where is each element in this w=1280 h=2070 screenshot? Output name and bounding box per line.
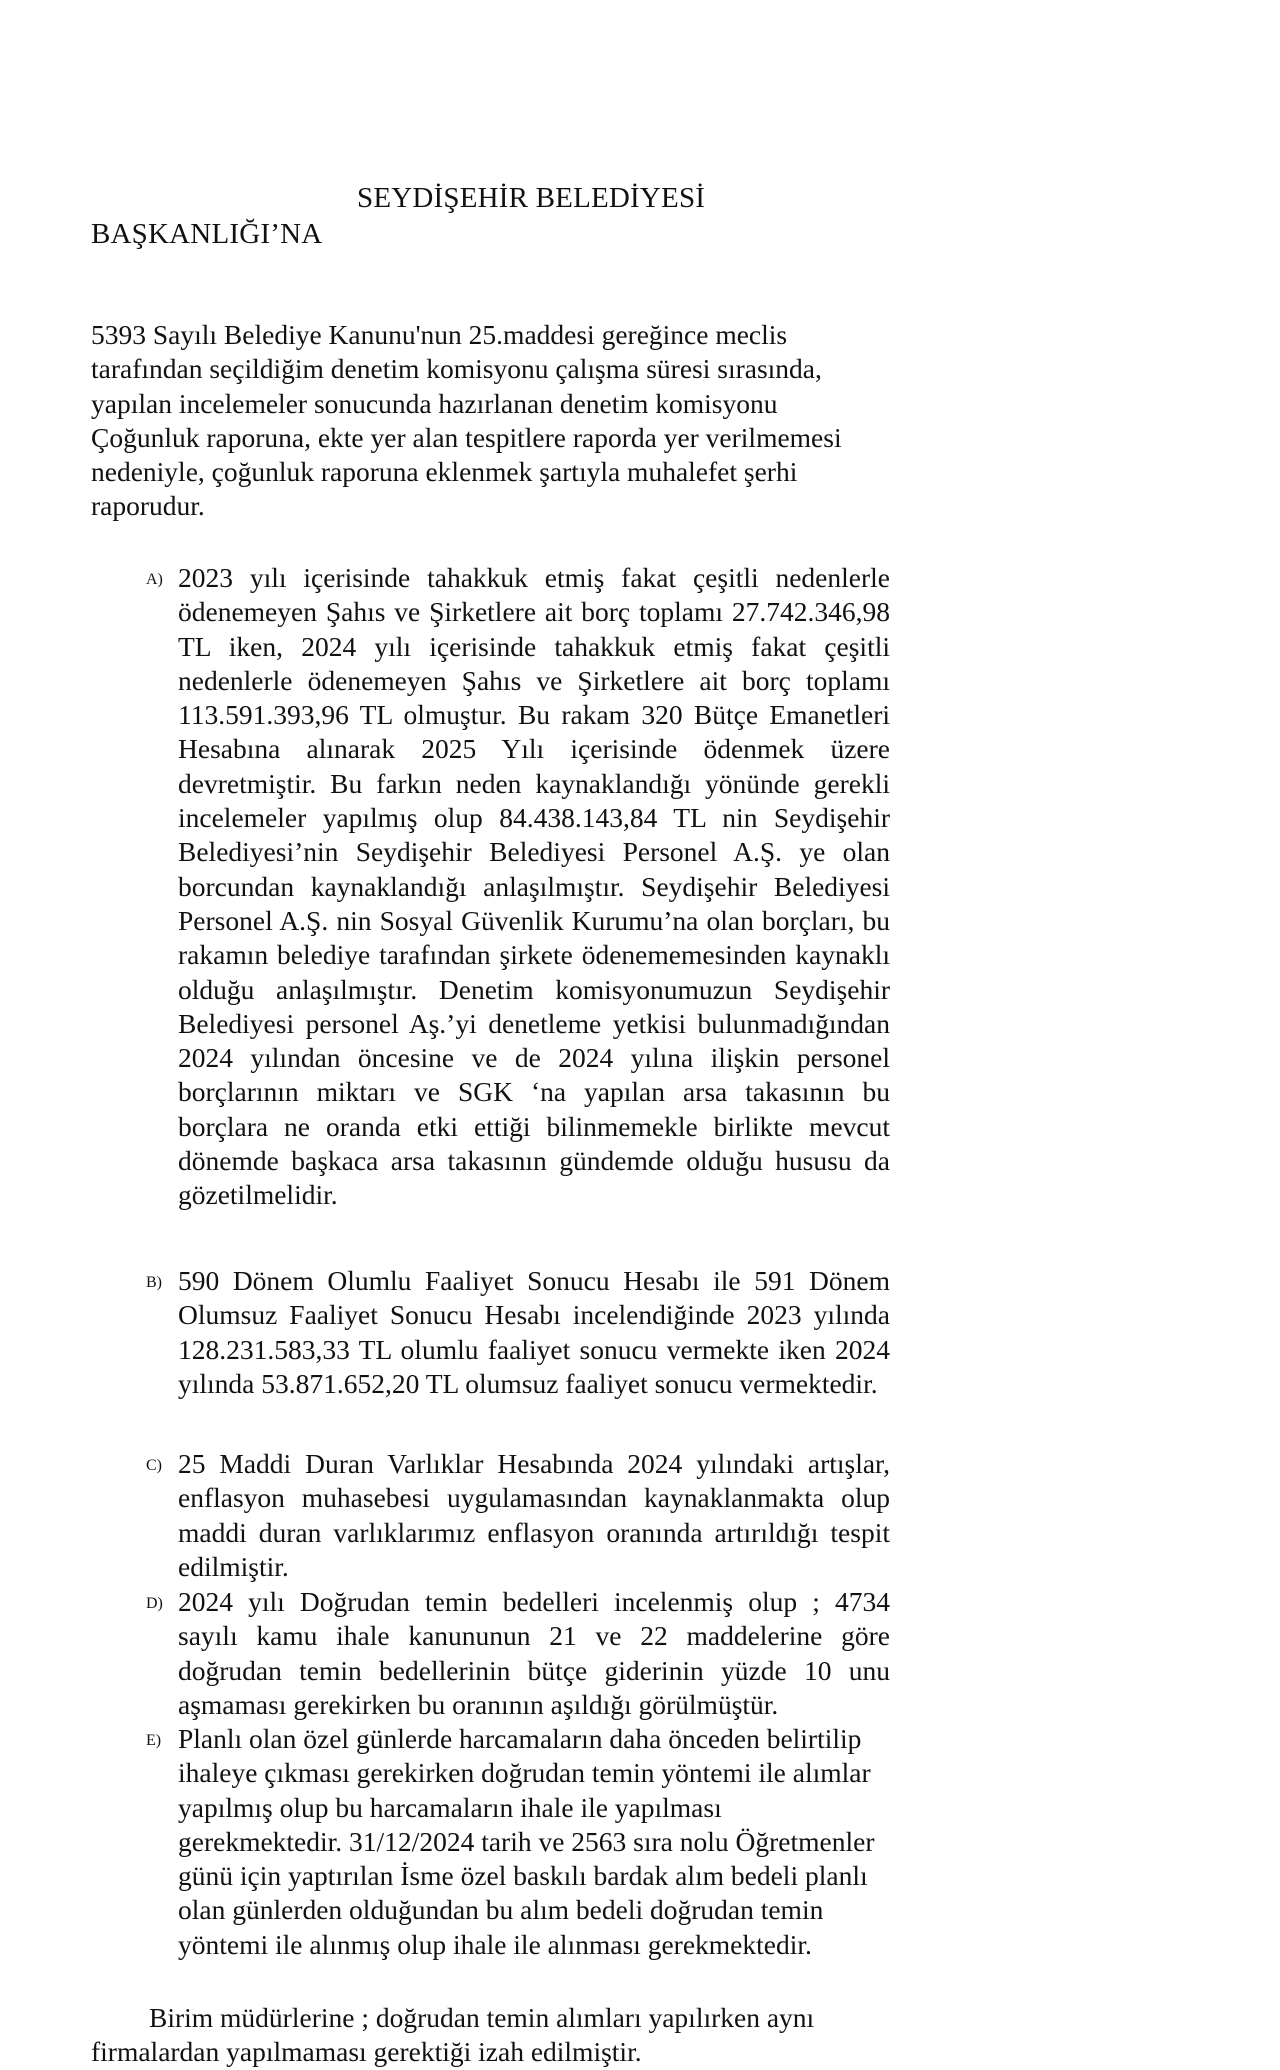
document-title-addressee: BAŞKANLIĞI’NA bbox=[91, 218, 323, 250]
finding-item-e bbox=[146, 1722, 890, 1962]
finding-marker-d: D) bbox=[146, 1595, 163, 1612]
intro-paragraph: 5393 Sayılı Belediye Kanunu'nun 25.maddesi gereğince meclis tarafından seçildiğim denetim komisyonu çalışma süresi sırasında, yapılan incelemeler sonucunda hazırlanan denetim komisyonu Çoğunluk raporuna, ekte yer alan tespitlere raporda yer verilmemesi nedeniyle, çoğunluk raporuna eklenmek şartıyla muhalefet şerhi raporudur. bbox=[91, 319, 842, 522]
finding-marker-e: E) bbox=[146, 1732, 162, 1749]
finding-text-c: 25 Maddi Duran Varlıklar Hesabında 2024 yılındaki artışlar, enflasyon muhasebesi uygulamasından kaynaklanmakta olup maddi duran varlıklarımız enflasyon oranında artırıldığı tespit edilmiştir. bbox=[178, 1448, 890, 1582]
finding-text-d: 2024 yılı Doğrudan temin bedelleri incelenmiş olup ; 4734 sayılı kamu ihale kanununun 21 ve 22 maddelerine göre doğrudan temin bedellerinin bütçe giderinin yüzde 10 unu aşmaması gerekirken bu oranının aşıldığı görülmüştür. bbox=[178, 1586, 890, 1720]
finding-text-a: 2023 yılı içerisinde tahakkuk etmiş fakat çeşitli nedenlerle ödenemeyen Şahıs ve Şirketlere ait borç toplamı 27.742.346,98 TL iken, 2024 yılı içerisinde tahakkuk etmiş fakat çeşitli nedenlerle ödenemeyen Şahıs ve Şirketlere ait borç toplamı 113.591.393,96 TL olmuştur. Bu rakam 320 Bütçe Emanetleri Hesabına alınarak 2025 Yılı içerisinde ödenmek üzere devretmiştir. Bu farkın neden kaynaklandığı yönünde gerekli incelemeler yapılmış olup 84.438.143,84 TL nin Seydişehir Belediyesi’nin Seydişehir Belediyesi Personel A.Ş. ye olan borcundan kaynaklandığı anlaşılmıştır. Seydişehir Belediyesi Personel A.Ş. nin Sosyal Güvenlik Kurumu’na olan borçları, bu rakamın belediye tarafından şirkete ödenememesinden kaynaklı olduğu anlaşılmıştır. Denetim komisyonumuzun Seydişehir Belediyesi personel Aş.’yi denetleme yetkisi bulunmadığından 2024 yılından öncesine ve de 2024 yılına ilişkin personel borçlarının miktarı ve SGK ‘na yapılan arsa takasının bu borçlara ne oranda etki ettiği bilinmemekle birlikte mevcut dönemde başkaca arsa takasının gündemde olduğu hususu da gözetilmelidir. bbox=[178, 562, 890, 1211]
closing-paragraph: Birim müdürlerine ; doğrudan temin alımları yapılırken aynı firmalardan yapılmaması gerektiği izah edilmiştir. bbox=[91, 2002, 815, 2068]
document-title-municipality: SEYDİŞEHİR BELEDİYESİ bbox=[357, 182, 706, 214]
finding-marker-b: B) bbox=[146, 1274, 162, 1291]
finding-text-b: 590 Dönem Olumlu Faaliyet Sonucu Hesabı ile 591 Dönem Olumsuz Faaliyet Sonucu Hesabı incelendiğinde 2023 yılında 128.231.583,33 TL olumlu faaliyet sonucu vermekte iken 2024 yılında 53.871.652,20 TL olumsuz faaliyet sonucu vermektedir. bbox=[178, 1265, 890, 1399]
finding-item-c bbox=[146, 1447, 890, 1584]
finding-text-e: Planlı olan özel günlerde harcamaların daha önceden belirtilip ihaleye çıkması gerekirken doğrudan temin yöntemi ile alımlar yapılmış olup bu harcamaların ihale ile yapılması gerekmektedir. 31/12/2024 tarih ve 2563 sıra nolu Öğretmenler günü için yaptırılan İsme özel baskılı bardak alım bedeli planlı olan günlerden olduğundan bu alım bedeli doğrudan temin yöntemi ile alınmış olup ihale ile alınması gerekmektedir. bbox=[178, 1723, 875, 1960]
finding-item-d bbox=[146, 1585, 890, 1722]
finding-item-a bbox=[146, 561, 890, 1213]
finding-item-b bbox=[146, 1264, 890, 1401]
finding-marker-c: C) bbox=[146, 1457, 162, 1474]
finding-marker-a: A) bbox=[146, 571, 163, 588]
